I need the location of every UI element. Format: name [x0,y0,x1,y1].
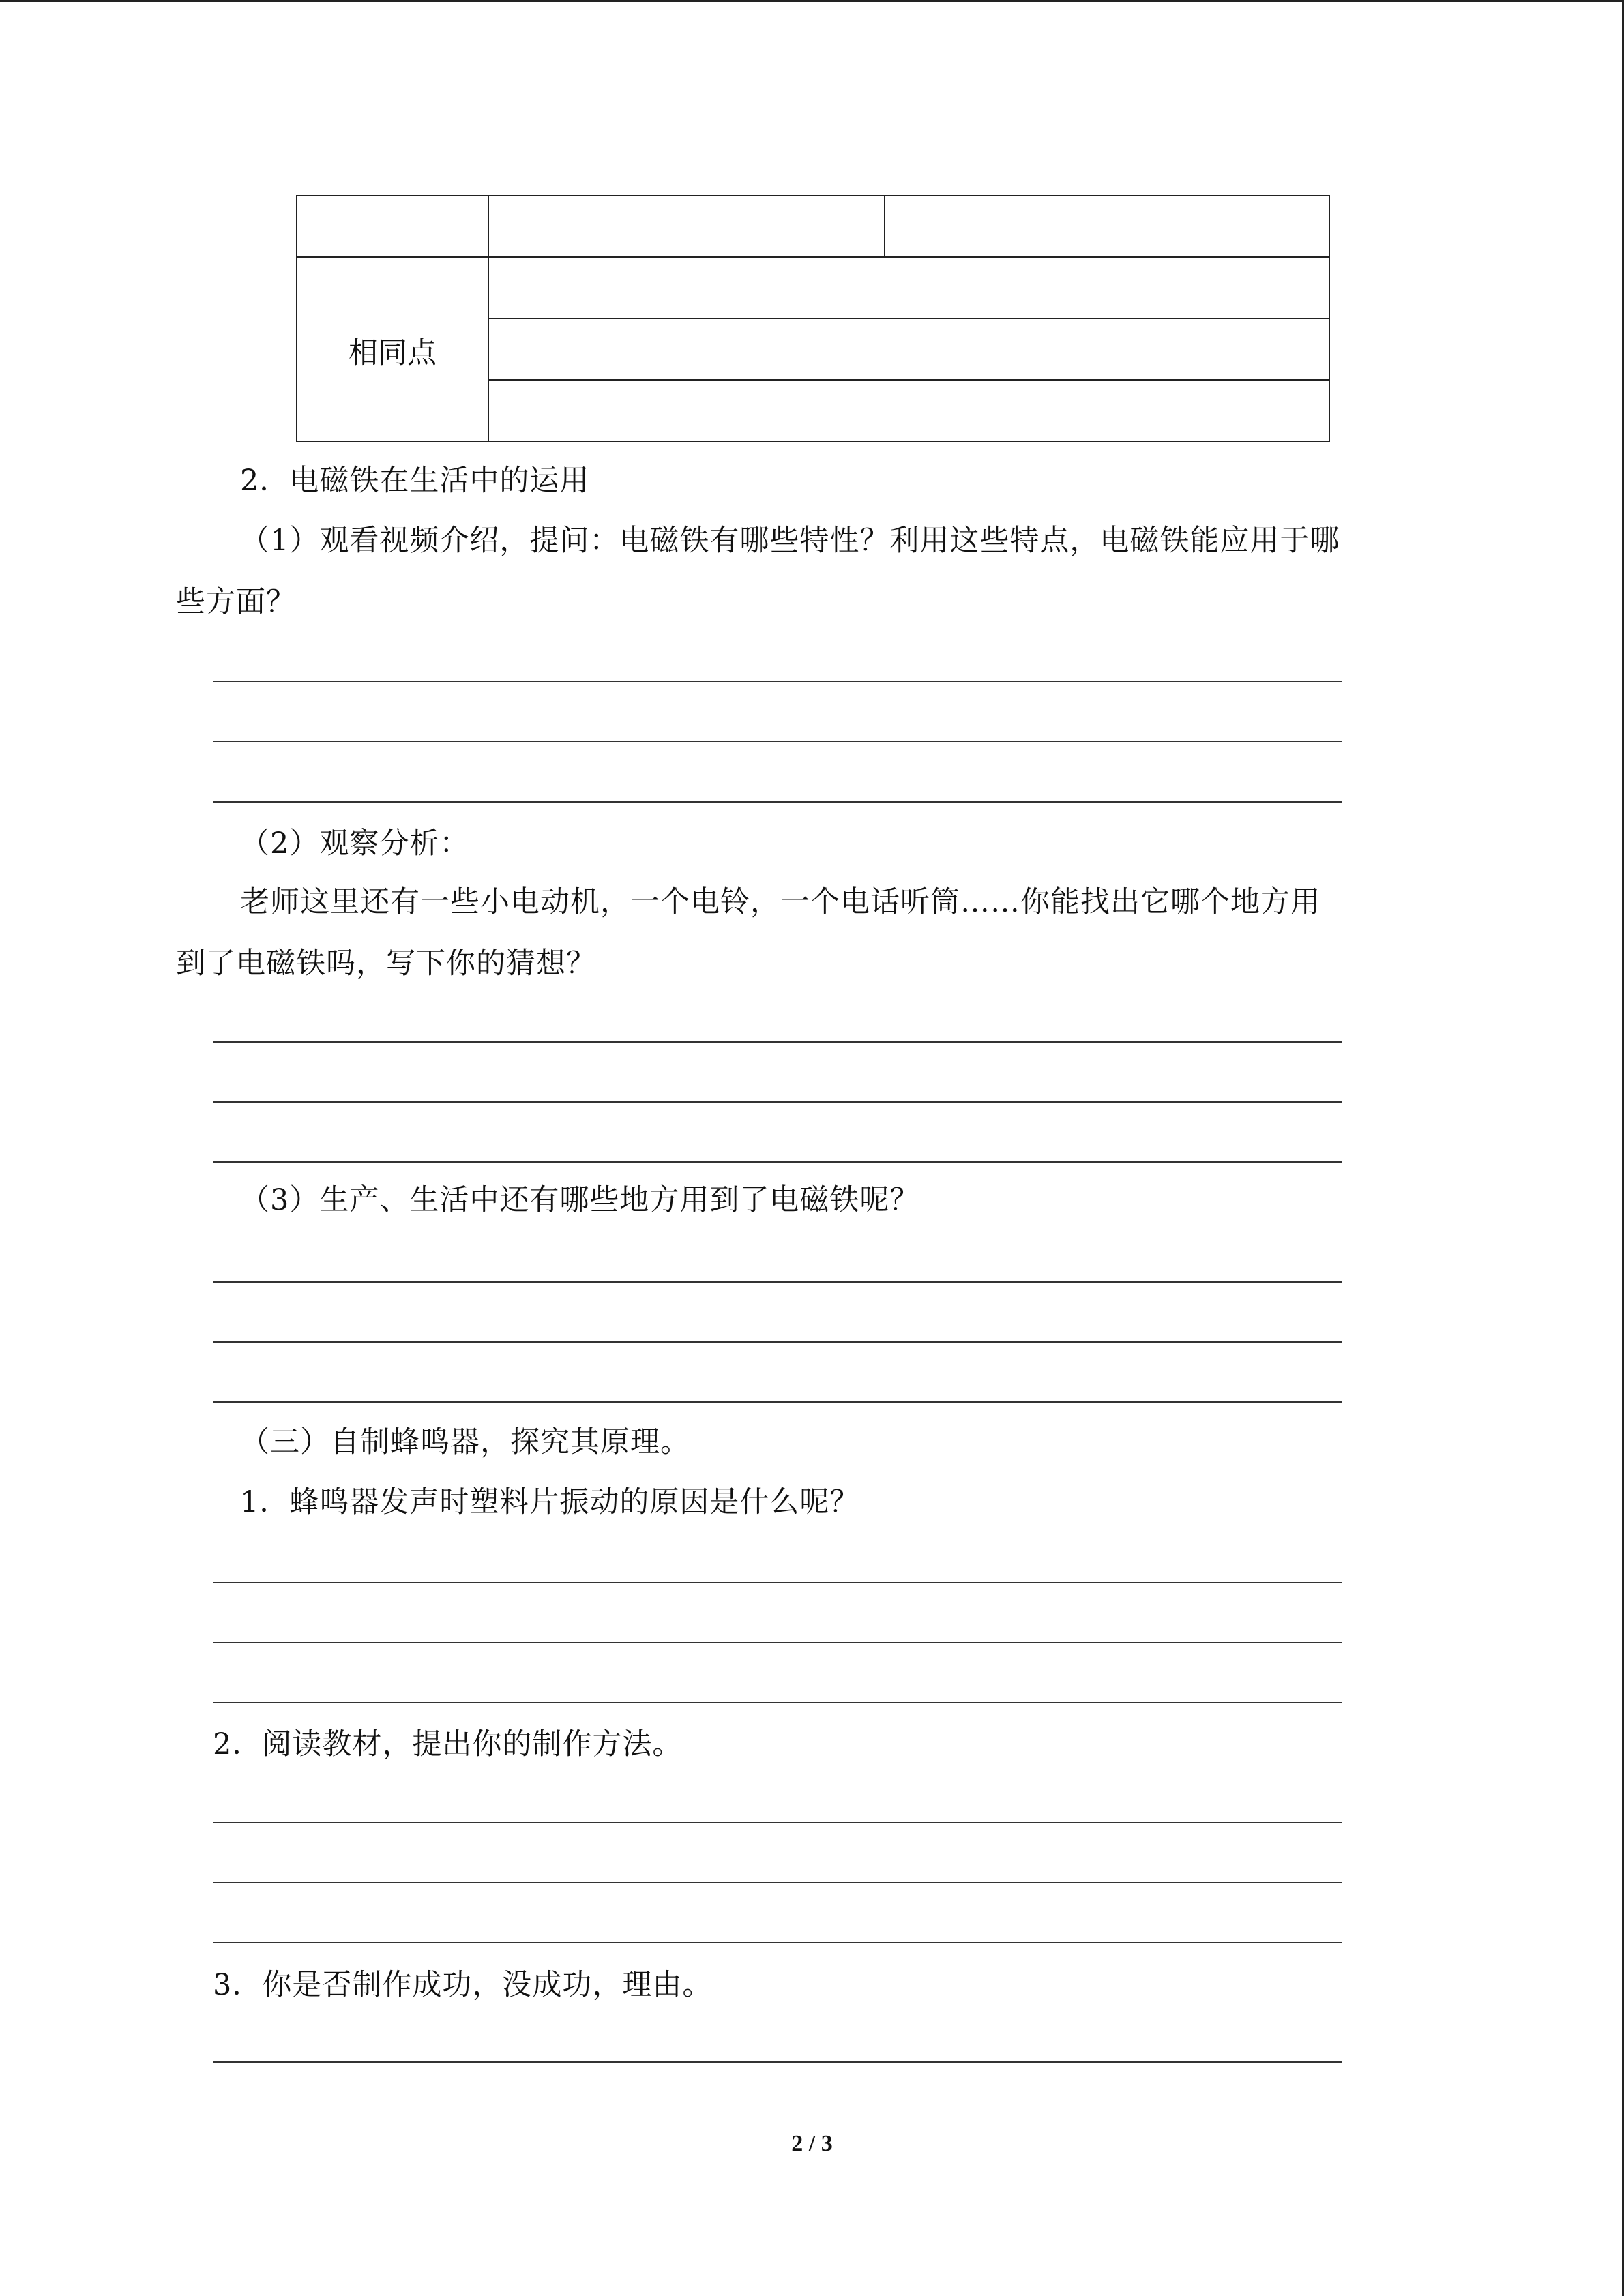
answer-line[interactable] [213,1942,1342,1943]
answer-line[interactable] [213,1702,1342,1703]
table-row-label-same: 相同点 [297,257,488,441]
table-cell-answer[interactable] [488,380,1329,441]
answer-line[interactable] [213,1582,1342,1583]
answer-line[interactable] [213,1281,1342,1283]
answer-line[interactable] [213,681,1342,682]
section2-q1-line2: 些方面？ [176,585,296,619]
section2-heading: 2．电磁铁在生活中的运用 [240,464,590,498]
table-cell-empty[interactable] [885,196,1329,257]
section2-q3: （3）生产、生活中还有哪些地方用到了电磁铁呢？ [240,1183,920,1217]
answer-line[interactable] [213,801,1342,803]
answer-line[interactable] [213,1642,1342,1643]
table-cell-empty[interactable] [488,196,885,257]
table-row [297,257,1329,318]
section2-q2-line2: 到了电磁铁吗，写下你的猜想？ [176,946,596,981]
answer-line[interactable] [213,1101,1342,1103]
section3-q2: 2．阅读教材，提出你的制作方法。 [213,1727,683,1761]
section2-q2-heading: （2）观察分析： [240,826,470,861]
section3-q1: 1．蜂鸣器发声时塑料片振动的原因是什么呢？ [240,1485,860,1519]
section3-heading: （三）自制蜂鸣器，探究其原理。 [240,1425,690,1459]
answer-line[interactable] [213,1161,1342,1163]
section2-q2-line1: 老师这里还有一些小电动机，一个电铃，一个电话听筒……你能找出它哪个地方用 [240,885,1320,919]
answer-line[interactable] [213,1401,1342,1403]
table-cell-answer[interactable] [488,257,1329,318]
page-border-top [0,0,1624,2]
answer-line[interactable] [213,1822,1342,1823]
table-cell-empty[interactable] [297,196,488,257]
table-header-row [297,196,1329,257]
answer-line[interactable] [213,1882,1342,1883]
answer-line[interactable] [213,2061,1342,2063]
page-number: 2 / 3 [791,2131,833,2156]
answer-line[interactable] [213,1041,1342,1043]
comparison-table [296,195,1330,442]
section3-q3: 3．你是否制作成功，没成功，理由。 [213,1968,713,2002]
answer-line[interactable] [213,1341,1342,1343]
answer-line[interactable] [213,741,1342,742]
section2-q1-line1: （1）观看视频介绍，提问：电磁铁有哪些特性？利用这些特点，电磁铁能应用于哪 [240,524,1340,558]
table-cell-answer[interactable] [488,318,1329,380]
